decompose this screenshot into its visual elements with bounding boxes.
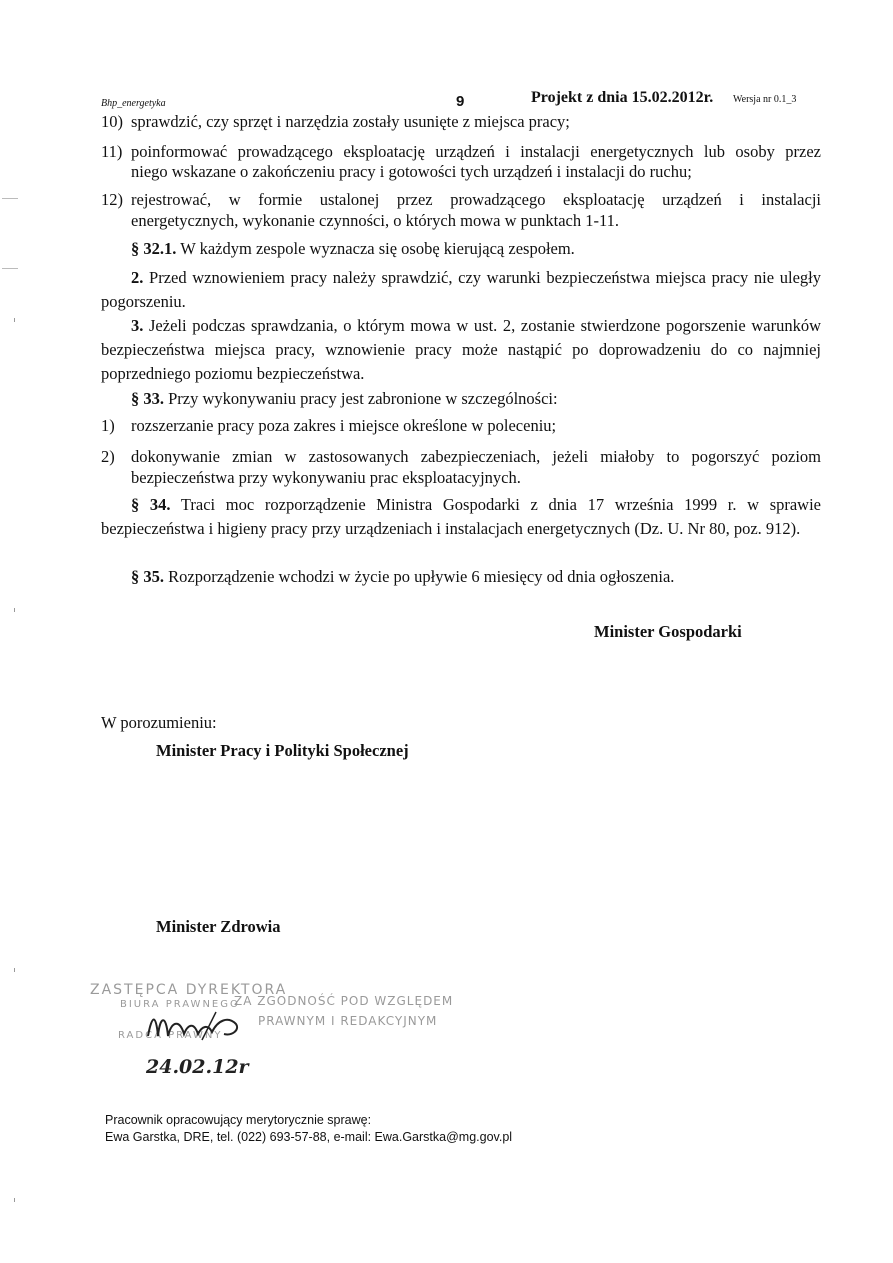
paragraph-32-3: 3. Jeżeli podczas sprawdzania, o którym mowa w ust. 2, zostanie stwierdzone pogorszenie warunków bezpieczeństwa miejsca pracy, wznowienie pracy może nastąpić po doprowadzeniu do co najmniej poprzedniego poziomu bezpieczeństwa. xyxy=(101,316,821,383)
agreement-label: W porozumieniu: xyxy=(101,713,217,732)
stamp-office: BIURA PRAWNEGO xyxy=(120,999,240,1010)
stamp-role: RADCA PRAWNY xyxy=(118,1030,223,1041)
paragraph-32-1: § 32.1. W każdym zespole wyznacza się osobę kierującą zespołem. xyxy=(131,239,575,258)
stamp-compliance-2: PRAWNYM I REDAKCYJNYM xyxy=(258,1014,438,1028)
project-date: Projekt z dnia 15.02.2012r. xyxy=(531,89,714,106)
page-number: 9 xyxy=(456,93,465,110)
scan-mark xyxy=(14,968,15,972)
item-number: 2) xyxy=(101,447,115,466)
item-number: 10) xyxy=(101,112,123,131)
version-label: Wersja nr 0.1_3 xyxy=(733,94,797,105)
item-text: bezpieczeństwa przy wykonywaniu prac eksploatacyjnych. xyxy=(131,468,521,487)
handwritten-date: 24.02.12r xyxy=(146,1056,249,1078)
item-number: 11) xyxy=(101,142,123,161)
signatory-minister-labour: Minister Pracy i Polityki Społecznej xyxy=(156,741,409,760)
paragraph-33: § 33. Przy wykonywaniu pracy jest zabronione w szczególności: xyxy=(131,389,558,408)
item-text: rejestrować, w formie ustalonej przez prowadzącego eksploatację urządzeń i instalacji xyxy=(131,190,821,209)
item-number: 1) xyxy=(101,416,115,435)
handwritten-signature xyxy=(144,1006,254,1048)
signatory-minister-economy: Minister Gospodarki xyxy=(594,622,742,641)
item-text: sprawdzić, czy sprzęt i narzędzia zostały usunięte z miejsca pracy; xyxy=(131,112,570,131)
item-text: energetycznych, wykonanie czynności, o których mowa w punktach 1-11. xyxy=(131,211,619,230)
paragraph-34: § 34. Traci moc rozporządzenie Ministra Gospodarki z dnia 17 września 1999 r. w sprawie bezpieczeństwa i higieny pracy przy urządzeniach i instalacjach energetycznych (Dz. U. Nr 80, poz. 912). xyxy=(101,495,822,538)
footer-responsible-label: Pracownik opracowujący merytorycznie sprawę: xyxy=(105,1113,372,1127)
item-text: dokonywanie zmian w zastosowanych zabezpieczeniach, jeżeli miałoby to pogorszyć poziom xyxy=(131,447,821,466)
item-number: 12) xyxy=(101,190,123,209)
header-doc-id: Bhp_energetyka xyxy=(101,98,166,109)
scan-mark xyxy=(14,318,15,322)
item-text: rozszerzanie pracy poza zakres i miejsce określone w poleceniu; xyxy=(131,416,557,435)
scan-mark xyxy=(2,198,18,199)
paragraph-35: § 35. Rozporządzenie wchodzi w życie po upływie 6 miesięcy od dnia ogłoszenia. xyxy=(131,567,675,586)
paragraph-32-2: 2. Przed wznowieniem pracy należy sprawdzić, czy warunki bezpieczeństwa miejsca pracy nie uległy pogorszeniu. xyxy=(101,268,821,311)
item-text: niego wskazane o zakończeniu pracy i gotowości tych urządzeń i instalacji do ruchu; xyxy=(131,162,692,181)
footer-contact: Ewa Garstka, DRE, tel. (022) 693-57-88, e-mail: Ewa.Garstka@mg.gov.pl xyxy=(105,1130,513,1144)
scan-mark xyxy=(2,268,18,269)
stamp-compliance: ZA ZGODNOŚĆ POD WZGLĘDEM xyxy=(234,994,454,1008)
item-text: poinformować prowadzącego eksploatację urządzeń i instalacji energetycznych lub osoby przez xyxy=(131,142,821,161)
scan-mark xyxy=(14,608,15,612)
scan-mark xyxy=(14,1198,15,1202)
signatory-minister-health: Minister Zdrowia xyxy=(156,917,281,936)
stamp-title: ZASTĘPCA DYREKTORA xyxy=(90,982,288,998)
